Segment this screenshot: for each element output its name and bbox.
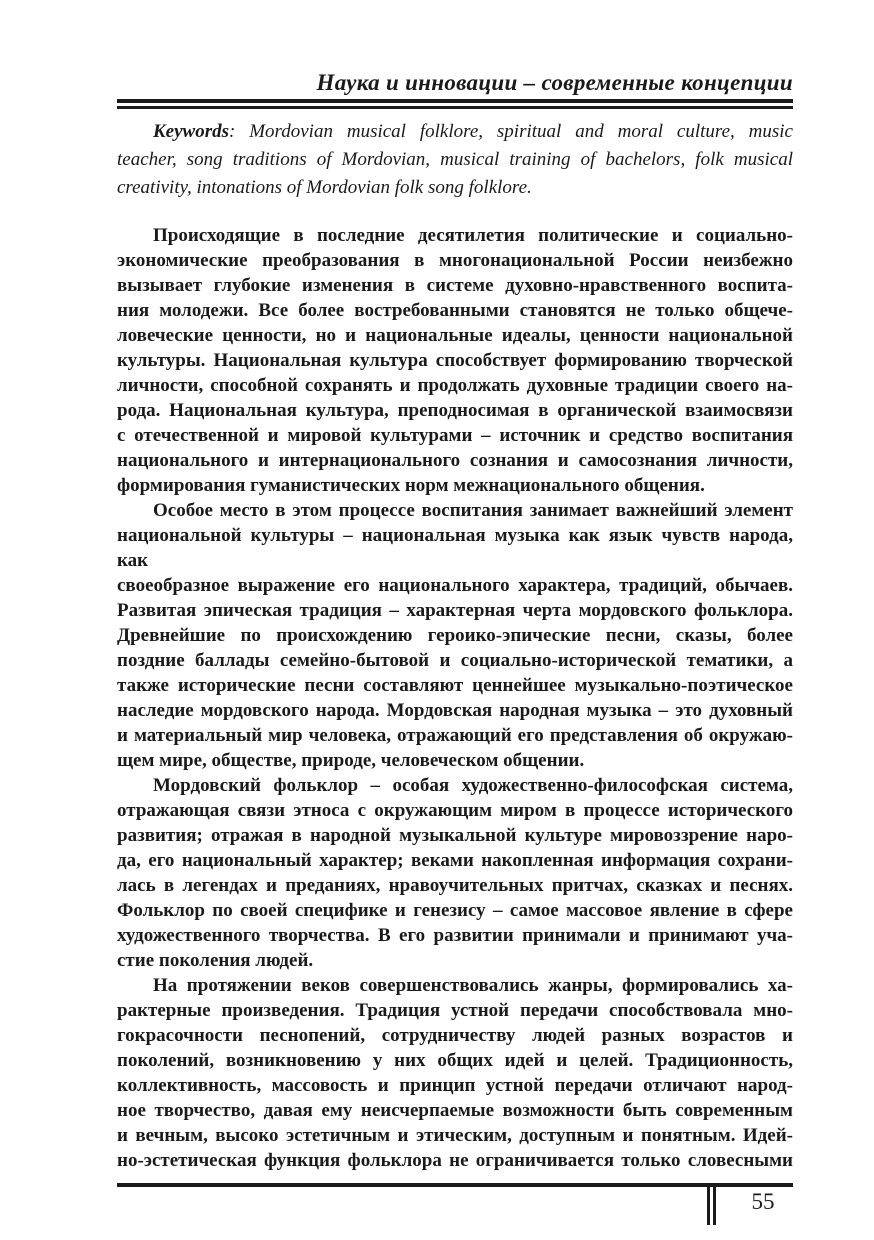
- text-line: художественного творчества. В его развитии принимали и принимают уча-: [117, 925, 793, 946]
- text-line: ния молодежи. Все более востребованными становятся не только общече-: [117, 300, 793, 321]
- text-line: Развитая эпическая традиция – характерная черта мордовского фольклора.: [117, 600, 793, 621]
- text-line: Особое место в этом процессе воспитания занимает важнейший элемент: [153, 500, 793, 521]
- text-line: На протяжении веков совершенствовались жанры, формировались ха-: [153, 975, 793, 996]
- header-rule-thin: [117, 106, 793, 109]
- text-line: развития; отражая в народной музыкальной культуре мировоззрение наро-: [117, 825, 793, 846]
- text-line: вызывает глубокие изменения в системе духовно-нравственного воспита-: [117, 275, 793, 296]
- page-number-divider: [707, 1187, 716, 1225]
- text-line: лась в легендах и преданиях, нравоучительных притчах, сказках и песнях.: [117, 875, 793, 896]
- text-line: Древнейшие по происхождению героико-эпические песни, сказы, более: [117, 625, 793, 646]
- text-line: национального и интернационального сознания и самосознания личности,: [117, 450, 793, 471]
- text-line: стие поколения людей.: [117, 950, 314, 971]
- text-line: Происходящие в последние десятилетия политические и социально-: [153, 225, 793, 246]
- page-number: 55: [751, 1189, 775, 1214]
- journal-header-title: Наука и инновации – современные концепции: [316, 70, 793, 95]
- footer-rule: [117, 1183, 793, 1187]
- text-line: щем мире, обществе, природе, человеческом общении.: [117, 750, 585, 771]
- text-line: ное творчество, давая ему неисчерпаемые возможности быть современным: [117, 1100, 793, 1121]
- text-line: да, его национальный характер; веками накопленная информация сохрани-: [117, 850, 793, 871]
- text-line: своеобразное выражение его национального характера, традиций, обычаев.: [117, 575, 793, 596]
- text-line: Мордовский фольклор – особая художественно-философская система,: [153, 775, 793, 796]
- text-line: поздние баллады семейно-бытовой и социально-исторической тематики, а: [117, 650, 793, 671]
- text-line: культуры. Национальная культура способствует формированию творческой: [117, 350, 793, 371]
- text-line: рактерные произведения. Традиция устной передачи способствовала мно-: [117, 1000, 793, 1021]
- text-line: гокрасочности песнопений, сотрудничеству людей разных возрастов и: [117, 1025, 793, 1046]
- text-line: коллективность, массовость и принцип устной передачи отличают народ-: [117, 1075, 793, 1096]
- article-body: [117, 223, 793, 1173]
- text-line: и материальный мир человека, отражающий его представления об окружаю-: [117, 725, 793, 746]
- text-line: Фольклор по своей специфике и генезису – самое массовое явление в сфере: [117, 900, 793, 921]
- body-paragraph: [117, 223, 793, 498]
- header-rule-thick: [117, 99, 793, 103]
- text-line: экономические преобразования в многонациональной России неизбежно: [117, 250, 793, 271]
- text-line: но-эстетическая функция фольклора не ограничивается только словесными: [117, 1150, 793, 1171]
- text-line: поколений, возникновению у них общих идей и целей. Традиционность,: [117, 1050, 793, 1071]
- text-line: личности, способной сохранять и продолжать духовные традиции своего на-: [117, 375, 793, 396]
- keywords-label: Keywords: [153, 121, 229, 142]
- body-paragraph: [117, 498, 793, 773]
- body-paragraph: [117, 973, 793, 1173]
- text-line: ловеческие ценности, но и национальные идеалы, ценности национальной: [117, 325, 793, 346]
- keywords-first-line-rest: : Mordovian musical folklore, spiritual and moral culture, music: [229, 121, 793, 142]
- text-line: отражающая связи этноса с окружающим миром в процессе исторического: [117, 800, 793, 821]
- keywords-first-line: [117, 118, 793, 146]
- page-footer: [117, 1183, 793, 1240]
- text-line: teacher, song traditions of Mordovian, musical training of bachelors, folk musical: [117, 149, 793, 170]
- text-line: и вечным, высоко эстетичным и этическим, доступным и понятным. Идей-: [117, 1125, 793, 1146]
- text-line: формирования гуманистических норм межнационального общения.: [117, 475, 705, 496]
- keywords-extra-lines: [117, 146, 793, 202]
- text-line: creativity, intonations of Mordovian folk song folklore.: [117, 177, 532, 198]
- page-number-box: [707, 1187, 793, 1229]
- page-content: [117, 0, 793, 1240]
- text-line: также исторические песни составляют ценнейшее музыкально-поэтическое: [117, 675, 793, 696]
- keywords-paragraph: [117, 118, 793, 202]
- text-line: рода. Национальная культура, преподносимая в органической взаимосвязи: [117, 400, 793, 421]
- text-line: национальной культуры – национальная музыка как язык чувств народа, как: [117, 525, 793, 571]
- body-paragraph: [117, 773, 793, 973]
- text-line: с отечественной и мировой культурами – источник и средство воспитания: [117, 425, 793, 446]
- text-line: наследие мордовского народа. Мордовская народная музыка – это духовный: [117, 700, 793, 721]
